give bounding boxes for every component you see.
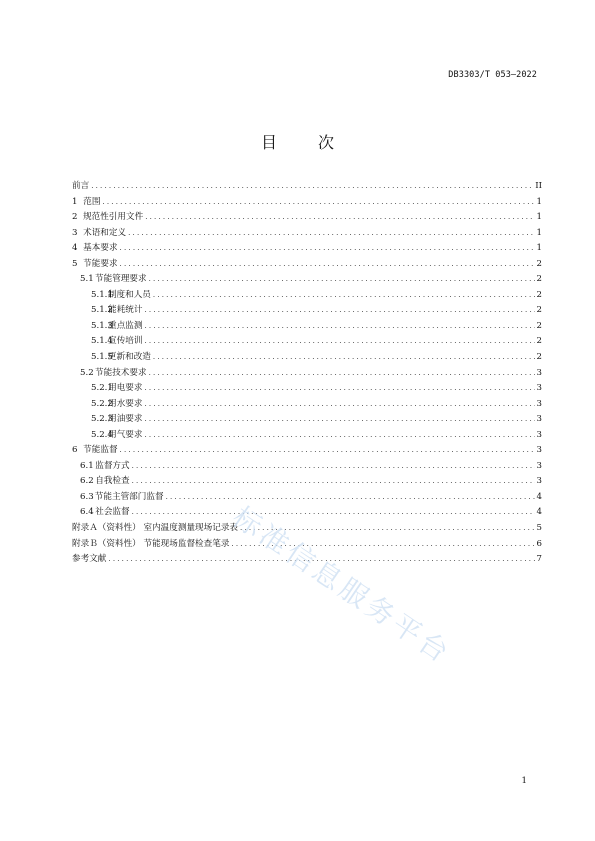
- toc-entry-page: II: [535, 181, 542, 191]
- toc-entry-number: 3: [72, 227, 78, 238]
- toc-dot-leader: [144, 334, 534, 350]
- toc-entry-page: 1: [536, 212, 542, 223]
- toc-entry-label: 附录Ｂ（资料性） 节能现场监督检查笔录: [72, 538, 230, 549]
- toc-entry-label: 用气要求: [108, 429, 143, 440]
- toc-entry[interactable]: [72, 288, 542, 304]
- toc-entry[interactable]: [72, 334, 542, 350]
- toc-entry[interactable]: [72, 443, 542, 459]
- toc-entry-label: 规范性引用文件: [83, 212, 144, 223]
- toc-dot-leader: [120, 241, 535, 257]
- toc-entry-number: 6.2: [80, 476, 94, 487]
- toc-entry[interactable]: [72, 303, 542, 319]
- toc-entry[interactable]: [72, 505, 542, 521]
- toc-entry-page: 1: [536, 196, 542, 207]
- toc-dot-leader: [144, 381, 534, 397]
- toc-entry-page: 3: [536, 476, 542, 487]
- toc-entry-page: 6: [536, 538, 542, 549]
- toc-dot-leader: [166, 490, 535, 506]
- toc-entry-label: 能耗统计: [108, 305, 143, 316]
- toc-entry[interactable]: [72, 537, 542, 553]
- toc-entry-page: 1: [536, 243, 542, 254]
- toc-entry-page: 2: [536, 320, 542, 331]
- toc-entry-label: 节能管理要求: [95, 274, 147, 285]
- toc-entry-label: 术语和定义: [83, 227, 127, 238]
- page-title: 目 次: [260, 133, 353, 152]
- toc-entry-page: 3: [536, 414, 542, 425]
- toc-entry-number: 4: [72, 243, 78, 254]
- toc-entry-number: 5.1.3: [91, 320, 113, 331]
- toc-entry-number: 5.1.2: [91, 305, 113, 316]
- toc-dot-leader: [231, 537, 534, 553]
- toc-entry-label: 节能主管部门监督: [94, 491, 164, 502]
- toc-entry-page: 4: [536, 507, 542, 518]
- toc-entry-label: 监督方式: [95, 460, 130, 471]
- toc-entry-number: 5.2: [80, 367, 94, 378]
- toc-dot-leader: [132, 474, 535, 490]
- toc-entry-page: 7: [536, 554, 542, 565]
- toc-entry[interactable]: [72, 381, 542, 397]
- toc-entry[interactable]: [72, 179, 542, 195]
- toc-entry-label: 节能监督: [83, 445, 118, 456]
- toc-entry[interactable]: [72, 366, 542, 382]
- toc-entry-page: 2: [536, 274, 542, 285]
- toc-entry-number: 5.2.4: [91, 429, 113, 440]
- toc-entry[interactable]: [72, 474, 542, 490]
- toc-entry-number: 5.2.1: [91, 383, 113, 394]
- toc-entry-label: 基本要求: [83, 243, 118, 254]
- toc-dot-leader: [240, 521, 535, 537]
- toc-dot-leader: [120, 443, 535, 459]
- toc-entry-label: 制度和人员: [107, 289, 151, 300]
- toc-dot-leader: [144, 428, 534, 444]
- toc-entry-number: 1: [72, 196, 78, 207]
- toc-entry-page: 3: [536, 367, 542, 378]
- toc-entry[interactable]: [72, 241, 542, 257]
- document-code: DB3303/T 053—2022: [448, 70, 537, 80]
- toc-entry-label: 节能要求: [83, 258, 118, 269]
- toc-entry-number: 2: [72, 212, 78, 223]
- toc-dot-leader: [144, 397, 534, 413]
- toc-entry-page: 2: [536, 289, 542, 300]
- toc-entry-page: 3: [536, 398, 542, 409]
- toc-entry-number: 5.2.2: [91, 398, 113, 409]
- toc-entry-page: 3: [536, 383, 542, 394]
- toc-dot-leader: [149, 272, 535, 288]
- toc-entry-number: 5.1.5: [91, 352, 113, 363]
- toc-dot-leader: [108, 552, 534, 568]
- toc-entry-page: 3: [536, 429, 542, 440]
- watermark: 标准信息服务平台: [226, 500, 458, 671]
- toc-dot-leader: [91, 179, 533, 195]
- toc-entry-page: 3: [536, 445, 542, 456]
- toc-entry-label: 范围: [83, 196, 101, 207]
- toc-entry-label: 参考文献: [72, 554, 107, 565]
- toc-dot-leader: [102, 195, 534, 211]
- toc-dot-leader: [144, 319, 534, 335]
- toc-dot-leader: [120, 257, 535, 273]
- toc-dot-leader: [153, 350, 535, 366]
- toc-entry-label: 用水要求: [108, 398, 143, 409]
- toc-dot-leader: [128, 226, 534, 242]
- toc-entry-page: 2: [536, 305, 542, 316]
- toc-entry-label: 宣传培训: [108, 336, 143, 347]
- toc-entry-page: 5: [536, 523, 542, 534]
- toc-entry-page: 3: [536, 460, 542, 471]
- toc-entry-page: 2: [536, 352, 542, 363]
- toc-entry-label: 用油要求: [108, 414, 143, 425]
- toc-entry-label: 附录Ａ（资料性） 室内温度测量现场记录表: [72, 523, 239, 534]
- toc-entry-label: 更新和改造: [107, 352, 151, 363]
- toc-entry-number: 6.1: [80, 460, 94, 471]
- toc-entry-number: 5.2.3: [91, 414, 113, 425]
- toc-entry[interactable]: [72, 226, 542, 242]
- toc-entry-number: 6.3: [80, 491, 94, 502]
- toc-entry[interactable]: [72, 428, 542, 444]
- toc-entry[interactable]: [72, 397, 542, 413]
- toc-entry-number: 5.1.1: [91, 289, 113, 300]
- toc-entry-number: 5.1.4: [91, 336, 113, 347]
- toc-entry[interactable]: [72, 459, 542, 475]
- table-of-contents: [72, 179, 542, 568]
- toc-entry-label: 前言: [72, 181, 90, 191]
- toc-dot-leader: [144, 412, 534, 428]
- toc-entry-number: 6.4: [80, 507, 94, 518]
- toc-entry[interactable]: [72, 195, 542, 211]
- toc-dot-leader: [153, 288, 535, 304]
- toc-entry[interactable]: [72, 319, 542, 335]
- toc-entry-number: 5: [72, 258, 78, 269]
- toc-entry-label: 重点监测: [108, 320, 143, 331]
- toc-dot-leader: [145, 210, 534, 226]
- toc-entry-page: 2: [536, 336, 542, 347]
- toc-entry[interactable]: [72, 350, 542, 366]
- toc-entry[interactable]: [72, 272, 542, 288]
- toc-entry[interactable]: [72, 521, 542, 537]
- toc-entry-label: 用电要求: [108, 383, 143, 394]
- toc-dot-leader: [144, 303, 534, 319]
- page-number: 1: [521, 776, 527, 786]
- toc-entry[interactable]: [72, 552, 542, 568]
- toc-entry[interactable]: [72, 490, 542, 506]
- toc-entry-page: 1: [536, 227, 542, 238]
- toc-entry-number: 5.1: [80, 274, 94, 285]
- toc-entry-label: 社会监督: [95, 507, 130, 518]
- toc-entry-label: 自我检查: [95, 476, 130, 487]
- toc-entry-label: 节能技术要求: [95, 367, 147, 378]
- toc-entry[interactable]: [72, 210, 542, 226]
- toc-entry-page: 4: [536, 491, 542, 502]
- toc-entry-number: 6: [72, 445, 78, 456]
- toc-dot-leader: [132, 459, 535, 475]
- toc-entry-page: 2: [536, 258, 542, 269]
- toc-entry[interactable]: [72, 257, 542, 273]
- toc-dot-leader: [149, 366, 535, 382]
- toc-dot-leader: [132, 505, 535, 521]
- toc-entry[interactable]: [72, 412, 542, 428]
